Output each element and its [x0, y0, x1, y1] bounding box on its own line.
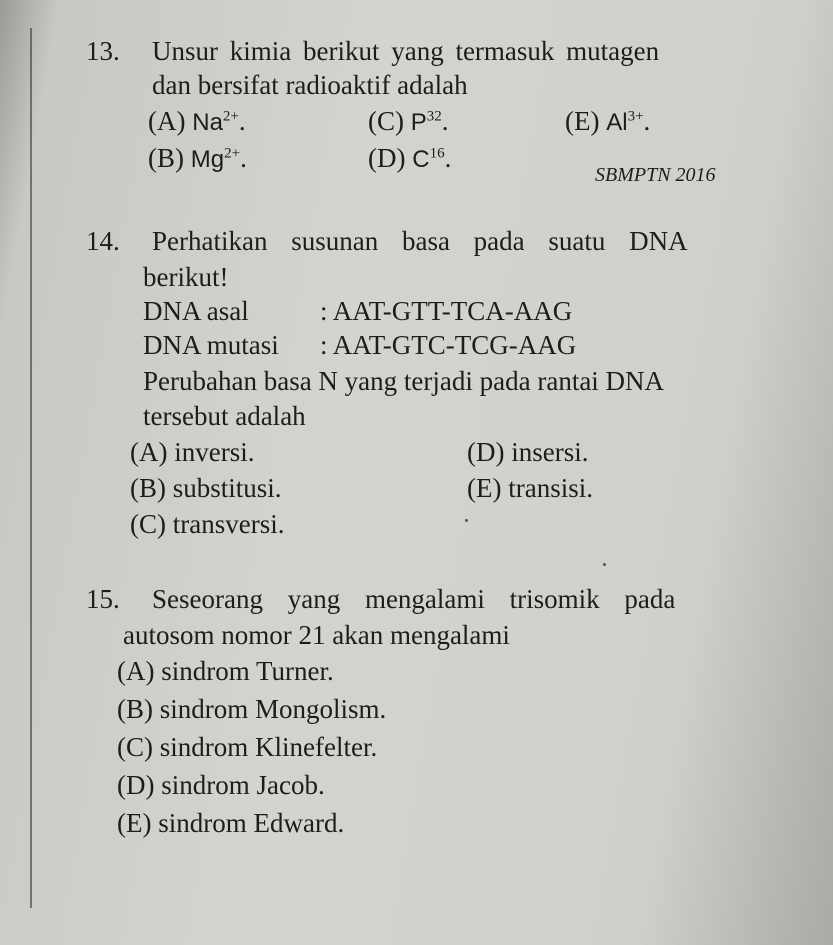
q13-option-c-end: .	[441, 106, 449, 136]
q13-option-d-base: C	[412, 146, 430, 173]
q14-option-d[interactable]: (D) insersi.	[467, 437, 589, 467]
q13-option-a-letter: (A)	[148, 106, 186, 136]
q13-option-a-sup: 2+	[222, 108, 239, 125]
q13-option-c-letter: (C)	[368, 106, 404, 136]
q14-line2: berikut!	[143, 262, 229, 292]
q15-number: 15.	[86, 584, 120, 614]
q14-option-a[interactable]: (A) inversi.	[130, 437, 255, 467]
q14-option-b[interactable]: (B) substitusi.	[130, 473, 282, 503]
q13-option-b-end: .	[240, 143, 247, 173]
q13-option-d[interactable]	[368, 143, 451, 174]
q14-line4: tersebut adalah	[143, 401, 306, 431]
q14-option-c[interactable]: (C) transversi.	[130, 509, 285, 539]
q13-line1: Unsur kimia berikut yang termasuk mutagen	[152, 36, 660, 66]
q13-option-c-sup: 32	[426, 108, 442, 125]
q15-line2: autosom nomor 21 akan mengalami	[123, 620, 510, 650]
q13-option-d-letter: (D)	[368, 143, 406, 173]
q14-number: 14.	[86, 226, 120, 256]
q13-line2: dan bersifat radioaktif adalah	[152, 70, 468, 100]
q15-option-c[interactable]: (C) sindrom Klinefelter.	[117, 732, 378, 762]
q13-option-b-letter: (B)	[148, 143, 184, 173]
q13-source: SBMPTN 2016	[595, 164, 716, 186]
q13-option-b[interactable]	[148, 143, 247, 174]
q13-option-c-base: P	[410, 109, 427, 136]
q14-dna1-label: DNA asal	[143, 296, 249, 326]
q13-option-e-letter: (E)	[565, 106, 600, 136]
q15-line1: Seseorang yang mengalami trisomik pada	[152, 584, 676, 614]
q13-option-b-sup: 2+	[224, 145, 241, 162]
q13-option-a-base: Na	[192, 109, 223, 136]
q15-option-a[interactable]: (A) sindrom Turner.	[117, 656, 334, 686]
q13-option-a[interactable]	[148, 106, 246, 137]
q13-option-d-sup: 16	[429, 145, 445, 162]
q13-option-e-end: .	[643, 106, 651, 136]
q13-option-b-base: Mg	[190, 146, 225, 173]
q14-option-e[interactable]: (E) transisi.	[467, 473, 593, 503]
speck	[603, 563, 606, 566]
q13-option-a-end: .	[238, 106, 246, 136]
q14-line3: Perubahan basa N yang terjadi pada rantai DNA	[143, 366, 665, 396]
q15-option-e[interactable]: (E) sindrom Edward.	[117, 808, 345, 838]
q14-line1: Perhatikan susunan basa pada suatu DNA	[152, 226, 688, 256]
q14-dna2-value: : AAT-GTC-TCG-AAG	[320, 330, 577, 360]
q15-option-d[interactable]: (D) sindrom Jacob.	[117, 770, 325, 800]
q13-option-d-end: .	[444, 143, 452, 173]
q15-option-b[interactable]: (B) sindrom Mongolism.	[117, 694, 387, 724]
margin-rule	[30, 28, 32, 908]
q13-option-e-base: Al	[606, 109, 628, 136]
speck	[465, 519, 468, 522]
q14-dna2-label: DNA mutasi	[143, 330, 279, 360]
q14-dna1-value: : AAT-GTT-TCA-AAG	[320, 296, 573, 326]
q13-option-c[interactable]	[368, 106, 449, 137]
q13-option-e-sup: 3+	[627, 108, 644, 125]
q13-number: 13.	[86, 36, 120, 66]
q13-option-e[interactable]	[565, 106, 650, 137]
